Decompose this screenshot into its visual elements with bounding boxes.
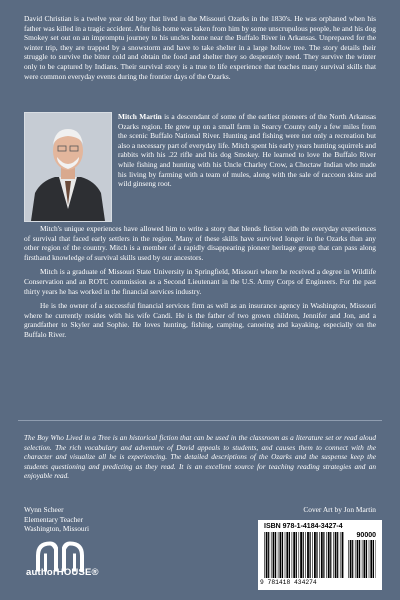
author-name: Mitch Martin: [118, 112, 162, 121]
author-portrait-image: [25, 113, 111, 221]
reviewer-role: Elementary Teacher: [24, 514, 84, 524]
barcode-bars-icon: [264, 532, 344, 578]
publisher-logo-icon: [30, 525, 90, 590]
isbn-digits: 9 781418 434274: [260, 579, 317, 586]
cover-art-credit: Cover Art by Jon Martin: [303, 505, 376, 514]
price-barcode-bars-icon: [348, 540, 376, 578]
isbn-barcode: [258, 520, 382, 590]
author-bio-paragraph-3: Mitch is a graduate of Missouri State University in Springfield, Missouri where he received a degree in Wildlife Conservation and an ROTC commission as a Second Lieutenant in the U.S. Army Corps of Engineers. For the past thirty years he has worked in the financial services industry.: [24, 267, 376, 296]
author-bio-paragraph-4: He is the owner of a successful financial services firm as well as an insurance agency in Washington, Missouri where he currently resides with his wife Candi. He is the father of two grown children, Jennifer and Jon, and a grandfather to Skyler and Sophie. He loves hunting, fishing, camping, canoeing and kayaking, especially on the Buffalo River.: [24, 301, 376, 339]
author-photo: [24, 112, 112, 222]
author-bio-paragraph-2: Mitch's unique experiences have allowed him to write a story that blends fiction with the everyday experiences of survival that faced early settlers in the region. Many of these skills have survived longer in the Ozarks than any other region of the country. Mitch is a member of a rapidly disappearing pioneer heritage group that can pass along firsthand knowledge of survival skills used by our ancestors.: [24, 224, 376, 262]
review-quote: The Boy Who Lived in a Tree is an historical fiction that can be used in the classroom as a literature set or read aloud selection. The rich vocabulary and adventure of David appeals to students, and causes them to connect with the character and visualize all he is experiencing. The detailed descriptions of the Ozarks and the suspense keep the students questioning and predicting as they read. It is an excellent source for teaching reading strategies and an enjoyable read.: [24, 433, 376, 481]
author-bio-continued: [24, 224, 376, 340]
publisher-name: authorHOUSE®: [26, 567, 99, 578]
author-bio-intro: [118, 112, 376, 189]
isbn-label: ISBN 978-1-4184-3427-4: [264, 523, 343, 530]
author-bio-intro-text: is a descendant of some of the earliest pioneers of the North Arkansas Ozarks region. He grew up on a small farm in Searcy County only a few miles from the scenic Buffalo National River. Hunting and fishing were not only a recreation but also a necessary part of everyday life. Mitch spent his early years hunting squirrels and rabbits with his .22 rifle and his dog Smokey. He learned to love the Buffalo River while fishing and hunting with his Uncle Charley Crow, a Choctaw Indian who made his living by farming with a team of mules, along with the sale of raccoon skins and wild ginseng root.: [118, 112, 376, 189]
price-code: 90000: [356, 532, 376, 539]
reviewer-name: Wynn Scheer: [24, 505, 64, 514]
section-divider: [18, 420, 382, 421]
synopsis-paragraph: David Christian is a twelve year old boy that lived in the Missouri Ozarks in the 1830's. He was orphaned when his father was killed in a tragic accident. After his home was taken from him by some unscrupulous people, he and his dog Smokey set out on an impromptu journey to his uncles home near the Buffalo River in Arkansas. Unprepared for the winter trip, they are trapped by a snowstorm and have to take shelter in a large hollow tree. The story details their struggle to survive the bitter cold and obtain the food and shelter they so desperately need. They survive the winter only to be captured by Indians. Their survival story is a true to life experience that teaches many survival skills that were common everyday events during the frontier days of the Ozarks.: [24, 14, 376, 81]
reviewer-place: Washington, Missouri: [24, 524, 90, 534]
